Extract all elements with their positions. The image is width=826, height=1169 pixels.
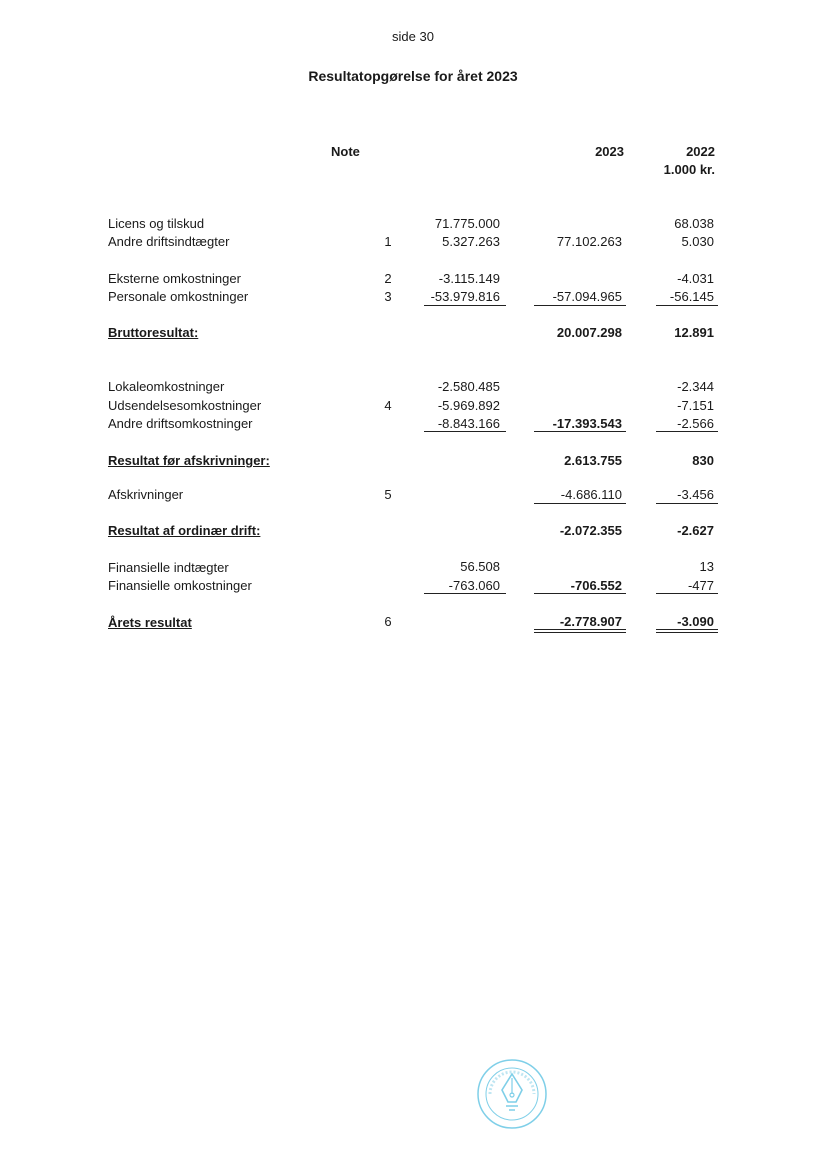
note-header: Note	[331, 144, 360, 159]
page-title: Resultatopgørelse for året 2023	[308, 68, 518, 84]
row-note: 5	[384, 487, 392, 502]
row-2022: -3.090	[677, 614, 714, 629]
subtotal-rule	[534, 503, 626, 504]
row-2022: -2.566	[677, 416, 714, 431]
row-2023: -57.094.965	[552, 289, 622, 304]
year-2022-header: 2022	[686, 144, 715, 159]
subtotal-rule	[424, 431, 506, 432]
row-label: Eksterne omkostninger	[108, 271, 241, 286]
row-2023: -2.778.907	[559, 614, 622, 629]
row-label: Andre driftsindtægter	[108, 234, 230, 249]
total-double-rule	[534, 629, 626, 630]
row-label: Afskrivninger	[108, 487, 184, 502]
row-label: Finansielle indtægter	[108, 560, 229, 575]
row-2023: -4.686.110	[560, 487, 622, 502]
row-2022: -4.031	[677, 271, 714, 286]
row-2023: 20.007.298	[556, 325, 622, 340]
row-detail: 56.508	[460, 559, 500, 574]
subtotal-rule	[656, 305, 718, 306]
subtotal-rule	[534, 431, 626, 432]
row-label: Finansielle omkostninger	[108, 578, 252, 593]
row-2023: -17.393.543	[552, 416, 622, 431]
row-2022: 5.030	[681, 234, 714, 249]
row-detail: -3.115.149	[438, 271, 500, 286]
row-2023: -2.072.355	[559, 523, 622, 538]
total-double-rule	[534, 632, 626, 633]
row-2022: -477	[687, 578, 714, 593]
total-double-rule	[656, 632, 718, 633]
row-note: 3	[384, 289, 392, 304]
row-2022: -2.627	[677, 523, 714, 538]
row-2022: 12.891	[674, 325, 714, 340]
row-label: Udsendelsesomkostninger	[108, 398, 262, 413]
row-2022: -7.151	[677, 398, 714, 413]
total-double-rule	[656, 629, 718, 630]
row-note: 4	[384, 398, 392, 413]
row-label: Lokaleomkostninger	[108, 379, 225, 394]
row-2023: 2.613.755	[564, 453, 622, 468]
row-label: Årets resultat	[108, 615, 192, 630]
row-2022: 68.038	[674, 216, 714, 231]
row-label: Resultat før afskrivninger:	[108, 453, 270, 468]
row-2022: -3.456	[677, 487, 714, 502]
row-label: Andre driftsomkostninger	[108, 416, 253, 431]
row-2023: 77.102.263	[556, 234, 622, 249]
row-detail: 5.327.263	[442, 234, 500, 249]
row-note: 2	[384, 271, 392, 286]
subtotal-rule	[656, 431, 718, 432]
subtotal-rule	[424, 305, 506, 306]
subtotal-rule	[424, 593, 506, 594]
row-detail: -8.843.166	[437, 416, 500, 431]
row-2022: 13	[699, 559, 714, 574]
row-note: 6	[384, 614, 392, 629]
row-label: Resultat af ordinær drift:	[108, 523, 261, 538]
row-detail: -53.979.816	[430, 289, 500, 304]
row-label: Bruttoresultat:	[108, 325, 199, 340]
row-detail: -5.969.892	[437, 398, 500, 413]
row-detail: 71.775.000	[434, 216, 500, 231]
row-label: Personale omkostninger	[108, 289, 249, 304]
row-detail: -763.060	[448, 578, 500, 593]
page-number: side 30	[392, 29, 434, 44]
year-2023-header: 2023	[595, 144, 624, 159]
subtotal-rule	[656, 593, 718, 594]
pen-nib-seal-icon	[476, 1058, 548, 1130]
row-detail: -2.580.485	[437, 379, 500, 394]
row-2022: -2.344	[677, 379, 714, 394]
row-2023: -706.552	[570, 578, 622, 593]
row-label: Licens og tilskud	[108, 216, 205, 231]
subtotal-rule	[534, 305, 626, 306]
row-note: 1	[384, 234, 392, 249]
row-2022: -56.145	[669, 289, 714, 304]
unit-2022-header: 1.000 kr.	[663, 162, 715, 177]
subtotal-rule	[656, 503, 718, 504]
subtotal-rule	[534, 593, 626, 594]
row-2022: 830	[692, 453, 714, 468]
